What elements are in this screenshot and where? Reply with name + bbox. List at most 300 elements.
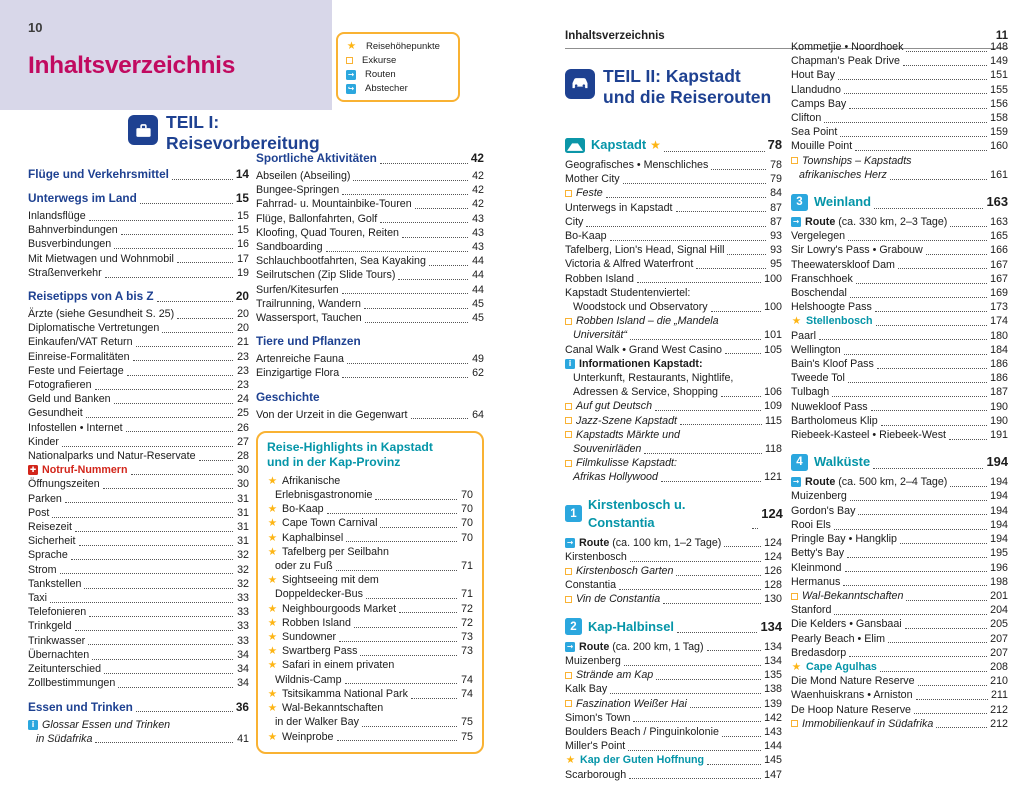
section-heading-label: Essen und Trinken <box>28 699 133 714</box>
dot-leader <box>347 363 468 364</box>
entry-label: Immobilienkauf in Südafrika <box>802 717 934 730</box>
dot-leader <box>136 346 233 347</box>
highlights-heading-line: und in der Kap-Provinz <box>267 454 401 469</box>
star-icon: ★ <box>267 730 278 743</box>
dot-leader <box>847 557 987 558</box>
page-ref: 163 <box>990 216 1008 229</box>
page-ref: 62 <box>472 367 484 380</box>
toc-column-left-2 <box>256 151 484 754</box>
page-ref: 42 <box>472 198 484 211</box>
dot-leader <box>752 528 758 529</box>
entry-label: Übernachten <box>28 648 90 661</box>
part1-title <box>166 112 320 154</box>
toc-entry <box>28 406 249 420</box>
toc-section <box>565 136 782 485</box>
dot-leader <box>114 248 233 249</box>
page-ref: 166 <box>990 244 1008 257</box>
section-heading-label: Kapstadt <box>591 137 647 152</box>
toc-entry <box>565 414 782 428</box>
page-ref: 144 <box>764 740 782 753</box>
dot-leader <box>177 318 233 319</box>
entry-label: afrikanisches Herz <box>799 168 887 181</box>
page-ref: 155 <box>990 83 1008 96</box>
route-number-badge: 1 <box>565 505 582 522</box>
entry-label: Tsitsikamma National Park <box>282 687 408 700</box>
dot-leader <box>364 308 468 309</box>
page-ref: 121 <box>764 471 782 484</box>
toc-entry <box>791 68 1008 82</box>
entry-label: Betty's Bay <box>791 547 845 560</box>
toc-entry <box>28 463 249 477</box>
entry-label: Kalk Bay <box>565 683 608 696</box>
route-number-badge: 4 <box>791 454 808 471</box>
page-ref: 44 <box>472 255 484 268</box>
dot-leader <box>890 179 987 180</box>
dot-leader <box>844 354 987 355</box>
toc-entry <box>791 489 1008 503</box>
star-icon: ★ <box>267 503 278 516</box>
dot-leader <box>65 502 233 503</box>
toc-entry <box>791 111 1008 125</box>
entry-label: Infostellen • Internet <box>28 421 123 434</box>
highlights-box <box>256 431 484 754</box>
dot-leader <box>656 679 761 680</box>
page-ref: 45 <box>472 312 484 325</box>
toc-entry <box>791 286 1008 300</box>
dot-leader <box>834 614 987 615</box>
page-ref: 159 <box>990 126 1008 139</box>
page-ref: 101 <box>764 329 782 342</box>
entry-label: Informationen Kapstadt: <box>579 357 703 370</box>
entry-label: Reisezeit <box>28 521 72 534</box>
entry-label: Zeitunterschied <box>28 663 102 676</box>
toc-entry <box>28 492 249 506</box>
page-ref: 134 <box>760 618 782 634</box>
toc-entry <box>267 644 473 658</box>
toc-entry <box>791 139 1008 153</box>
highlight-star-icon: ★ <box>650 138 661 152</box>
page-ref: 15 <box>237 210 249 222</box>
entry-label: Victoria & Alfred Waterfront <box>565 258 694 271</box>
dot-leader <box>342 293 468 294</box>
page-ref: 34 <box>237 677 249 690</box>
toc-section <box>28 700 249 746</box>
toc-entry <box>565 456 782 484</box>
entry-label: Notruf-Nummern <box>42 464 128 477</box>
toc-entry <box>565 711 782 725</box>
entry-label: Vin de Constantia <box>576 593 661 606</box>
star-icon: ★ <box>267 687 278 700</box>
entry-label: Kirstenbosch <box>565 550 627 563</box>
toc-entry <box>28 634 249 648</box>
toc-entry <box>565 399 782 413</box>
highlights-heading-line: Reise-Highlights in Kapstadt <box>267 439 433 454</box>
page-ref: 44 <box>472 269 484 282</box>
page-ref: 128 <box>764 579 782 592</box>
toc-section <box>791 453 1008 731</box>
toc-entry <box>565 640 782 654</box>
entry-label: Tafelberg, Lion's Head, Signal Hill <box>565 244 725 257</box>
page-number-left: 10 <box>28 20 43 35</box>
toc-column-right-2 <box>791 40 1008 731</box>
page-ref: 173 <box>990 301 1008 314</box>
page-ref: 32 <box>237 577 249 590</box>
entry-label: Flüge, Ballonfahrten, Golf <box>256 212 378 225</box>
entry-label: Straßenverkehr <box>28 266 102 279</box>
entry-label: Bungee-Springen <box>256 184 340 197</box>
toc-section <box>256 390 484 422</box>
dot-leader <box>140 203 233 204</box>
legend-label: Exkurse <box>362 55 397 66</box>
toc-entry <box>256 226 484 240</box>
page-ref: 30 <box>237 464 249 477</box>
toc-section <box>256 151 484 325</box>
page-ref: 138 <box>764 683 782 696</box>
dot-leader <box>926 254 987 255</box>
entry-label: Helshoogte Pass <box>791 301 872 314</box>
dot-leader <box>60 573 233 574</box>
page-ref: 17 <box>237 252 249 265</box>
dot-leader <box>610 240 766 241</box>
toc-entry <box>791 688 1008 702</box>
page-ref: 71 <box>461 588 473 601</box>
dot-leader <box>95 742 233 743</box>
section-heading-label: Kap-Halbinsel <box>588 618 674 634</box>
part1-line2: Reisevorbereitung <box>166 133 320 153</box>
dot-leader <box>162 332 233 333</box>
toc-entry <box>565 343 782 357</box>
page-ref: 126 <box>764 565 782 578</box>
toc-entry <box>267 701 473 729</box>
page-ref: 20 <box>235 289 249 304</box>
dot-leader <box>365 322 468 323</box>
toc-entry <box>28 421 249 435</box>
entry-label: Kapstadt Studentenviertel: <box>565 286 691 299</box>
entry-label: Robben Island <box>282 616 351 629</box>
exkurs-icon <box>565 672 572 679</box>
entry-label: Trinkwasser <box>28 634 86 647</box>
dot-leader <box>906 51 987 52</box>
dot-leader <box>630 561 761 562</box>
page-ref: 16 <box>237 238 249 251</box>
section-heading-label: Tiere und Pflanzen <box>256 334 361 349</box>
abstecher-icon: ↪ <box>347 84 355 93</box>
dot-leader <box>711 311 762 312</box>
dot-leader <box>880 671 987 672</box>
dot-leader <box>629 778 761 779</box>
dot-leader <box>906 600 987 601</box>
dot-leader <box>353 180 468 181</box>
notruf-icon: ✚ <box>29 465 37 475</box>
toc-entry <box>28 477 249 491</box>
page-ref: 24 <box>237 393 249 406</box>
entry-label: Sandboarding <box>256 241 323 254</box>
page-ref: 212 <box>990 717 1008 730</box>
page-ref: 194 <box>990 504 1008 517</box>
page-ref: 21 <box>237 336 249 349</box>
dot-leader <box>126 431 233 432</box>
page-ref: 78 <box>767 137 782 152</box>
entry-label: Route (ca. 500 km, 2–4 Tage) <box>805 476 948 489</box>
entry-label: Scarborough <box>565 768 627 781</box>
page-ref: 105 <box>764 343 782 356</box>
toc-entry <box>267 474 473 502</box>
toc-entry <box>28 648 249 662</box>
dot-leader <box>832 396 987 397</box>
page-ref: 187 <box>990 386 1008 399</box>
page-ref: 73 <box>461 645 473 658</box>
legend-item <box>346 69 450 80</box>
exkurs-icon <box>565 403 572 410</box>
entry-label: Boulders Beach / Pinguinkolonie <box>565 725 719 738</box>
star-icon: ★ <box>791 315 802 328</box>
entry-label: Die Mond Nature Reserve <box>791 675 915 688</box>
entry-label: Simon's Town <box>565 711 631 724</box>
toc-entry <box>791 272 1008 286</box>
dot-leader <box>637 282 761 283</box>
page-ref: 139 <box>764 697 782 710</box>
route-number-badge: 2 <box>565 618 582 635</box>
dot-leader <box>336 570 457 571</box>
toc-entry <box>267 502 473 516</box>
dot-leader <box>62 446 233 447</box>
entry-label: Swartberg Pass <box>282 645 358 658</box>
dot-leader <box>858 514 987 515</box>
entry-label: Strände am Kap <box>576 669 654 682</box>
page-ref: 184 <box>990 343 1008 356</box>
toc-entry <box>256 268 484 282</box>
right-page <box>510 0 1020 786</box>
toc-entry <box>28 435 249 449</box>
dot-leader <box>71 559 233 560</box>
page-ref: 195 <box>990 547 1008 560</box>
toc-entry <box>28 563 249 577</box>
dot-leader <box>725 353 761 354</box>
entry-label: Afrikanische <box>282 474 341 487</box>
page-ref: 33 <box>237 634 249 647</box>
dot-leader <box>936 727 987 728</box>
dot-leader <box>848 382 987 383</box>
toc-entry <box>256 408 484 422</box>
entry-label: Artenreiche Fauna <box>256 353 344 366</box>
entry-label: Llandudno <box>791 83 841 96</box>
page-ref: 163 <box>986 194 1008 210</box>
route-icon: → <box>347 70 355 79</box>
toc-entry <box>791 717 1008 731</box>
exkurs-icon <box>346 57 353 64</box>
entry-label: Stellenbosch <box>806 315 873 328</box>
page-ref: 70 <box>461 489 473 502</box>
dot-leader <box>346 541 457 542</box>
page-ref: 20 <box>237 322 249 335</box>
section-heading-label: Sportliche Aktivitäten <box>256 151 377 165</box>
section-heading <box>28 700 249 715</box>
entry-label: Jazz-Szene Kapstadt <box>576 414 677 427</box>
dot-leader <box>131 474 234 475</box>
dot-leader <box>362 726 457 727</box>
toc-entry <box>256 212 484 226</box>
toc-entry <box>565 592 782 606</box>
toc-entry <box>28 321 249 335</box>
entry-label: Tafelberg per Seilbahn <box>282 545 389 558</box>
toc-entry <box>28 520 249 534</box>
page-ref: 14 <box>235 167 249 181</box>
toc-section <box>28 289 249 690</box>
page-ref: 34 <box>237 663 249 676</box>
dot-leader <box>177 262 233 263</box>
entry-label: Glossar Essen und Trinken <box>42 718 171 731</box>
dot-leader <box>874 208 983 209</box>
toc-entry <box>791 504 1008 518</box>
entry-label: Wellington <box>791 343 841 356</box>
entry-label: in der Walker Bay <box>275 716 359 729</box>
page-ref: 186 <box>990 358 1008 371</box>
page-ref: 45 <box>472 297 484 310</box>
toc-entry <box>565 357 782 400</box>
toc-entry <box>791 575 1008 589</box>
page-ref: 205 <box>990 618 1008 631</box>
toc-entry <box>267 730 473 744</box>
dot-leader <box>586 226 766 227</box>
toc-entry <box>791 125 1008 139</box>
page-ref: 31 <box>237 521 249 534</box>
page-ref: 135 <box>764 669 782 682</box>
entry-label: Nuwekloof Pass <box>791 400 868 413</box>
section-heading-label: Unterwegs im Land <box>28 191 137 205</box>
page-ref: 115 <box>764 414 782 427</box>
toc-entry <box>565 314 782 342</box>
entry-label: Schlauchbootfahrten, Sea Kayaking <box>256 255 426 268</box>
toc-entry <box>791 532 1008 546</box>
dot-leader <box>402 237 468 238</box>
page-ref: 87 <box>770 201 782 214</box>
entry-label: Bo-Kaap <box>282 503 324 516</box>
section-heading <box>791 193 1008 211</box>
dot-leader <box>623 183 766 184</box>
dot-leader <box>871 410 988 411</box>
toc-entry <box>28 378 249 392</box>
page-ref: 167 <box>990 272 1008 285</box>
page-ref: 33 <box>237 592 249 605</box>
dot-leader <box>850 297 987 298</box>
dot-leader <box>664 151 765 152</box>
entry-label: Riebeek-Kasteel • Riebeek-West <box>791 429 947 442</box>
toc-entry <box>256 183 484 197</box>
dot-leader <box>834 529 987 530</box>
page-ref: 212 <box>990 703 1008 716</box>
entry-label: Chapman's Peak Drive <box>791 55 900 68</box>
toc-entry <box>791 300 1008 314</box>
toc-entry <box>791 97 1008 111</box>
entry-label: Boschendal <box>791 287 847 300</box>
info-icon: i <box>28 720 38 730</box>
legend-item <box>346 55 450 66</box>
toc-entry <box>565 229 782 243</box>
star-icon: ★ <box>267 631 278 644</box>
star-icon: ★ <box>565 754 576 767</box>
entry-label: Sundowner <box>282 631 337 644</box>
toc-entry <box>565 272 782 286</box>
section-heading-label: Flüge und Verkehrsmittel <box>28 167 169 181</box>
entry-label: in Südafrika <box>36 732 93 745</box>
page-ref: 84 <box>770 187 782 200</box>
page-ref: 124 <box>764 550 782 563</box>
page-ref: 43 <box>472 226 484 239</box>
page-ref: 167 <box>990 258 1008 271</box>
dot-leader <box>326 251 468 252</box>
page-ref: 147 <box>764 768 782 781</box>
dot-leader <box>411 698 457 699</box>
toc-section <box>791 193 1008 442</box>
dot-leader <box>624 665 761 666</box>
toc-entry <box>791 589 1008 603</box>
page-ref: 33 <box>237 606 249 619</box>
page-ref: 186 <box>990 372 1008 385</box>
entry-label: Ärzte (siehe Gesundheit S. 25) <box>28 308 175 321</box>
dot-leader <box>50 602 233 603</box>
dot-leader <box>337 740 458 741</box>
toc-entry <box>256 311 484 325</box>
page-ref: 134 <box>764 654 782 667</box>
page-ref: 70 <box>461 531 473 544</box>
toc-entry <box>565 725 782 739</box>
exkurs-icon <box>565 190 572 197</box>
entry-label: Nationalparks und Natur-Reservate <box>28 450 196 463</box>
dot-leader <box>380 527 457 528</box>
entry-label: Kleinmond <box>791 561 842 574</box>
toc-entry <box>28 676 249 690</box>
dot-leader <box>876 325 988 326</box>
entry-label: Sea Point <box>791 126 838 139</box>
entry-label: Sprache <box>28 549 68 562</box>
exkurs-icon <box>565 431 572 438</box>
entry-label: Doppeldecker-Bus <box>275 588 363 601</box>
toc-entry <box>28 449 249 463</box>
toc-entry <box>256 197 484 211</box>
entry-label: Busverbindungen <box>28 238 112 251</box>
entry-label: City <box>565 215 584 228</box>
dot-leader <box>84 588 233 589</box>
toc-entry <box>256 297 484 311</box>
page-ref: 198 <box>990 575 1008 588</box>
dot-leader <box>877 368 987 369</box>
star-icon: ★ <box>267 602 278 615</box>
star-icon: ★ <box>267 702 278 715</box>
page-ref: 142 <box>764 711 782 724</box>
page-ref: 194 <box>990 533 1008 546</box>
dot-leader <box>881 425 987 426</box>
entry-label: Kapstadts Märkte und <box>576 428 680 441</box>
toc-column-right-1 <box>565 136 782 782</box>
entry-label: Strom <box>28 563 57 576</box>
dot-leader <box>79 545 233 546</box>
page-ref: 32 <box>237 563 249 576</box>
dot-leader <box>610 693 761 694</box>
star-icon: ★ <box>267 574 278 587</box>
entry-label: Inlandsflüge <box>28 210 86 222</box>
toc-entry <box>28 619 249 633</box>
dot-leader <box>127 375 233 376</box>
page-ref: 34 <box>237 648 249 661</box>
exkurs-icon <box>791 157 798 164</box>
entry-label: Pearly Beach • Elim <box>791 632 886 645</box>
toc-entry <box>791 703 1008 717</box>
entry-label: Mouille Point <box>791 140 853 153</box>
route-number-badge: 3 <box>791 194 808 211</box>
page-ref: 124 <box>764 536 782 549</box>
entry-label: Telefonieren <box>28 606 87 619</box>
entry-label: Bartholomeus Klip <box>791 414 878 427</box>
